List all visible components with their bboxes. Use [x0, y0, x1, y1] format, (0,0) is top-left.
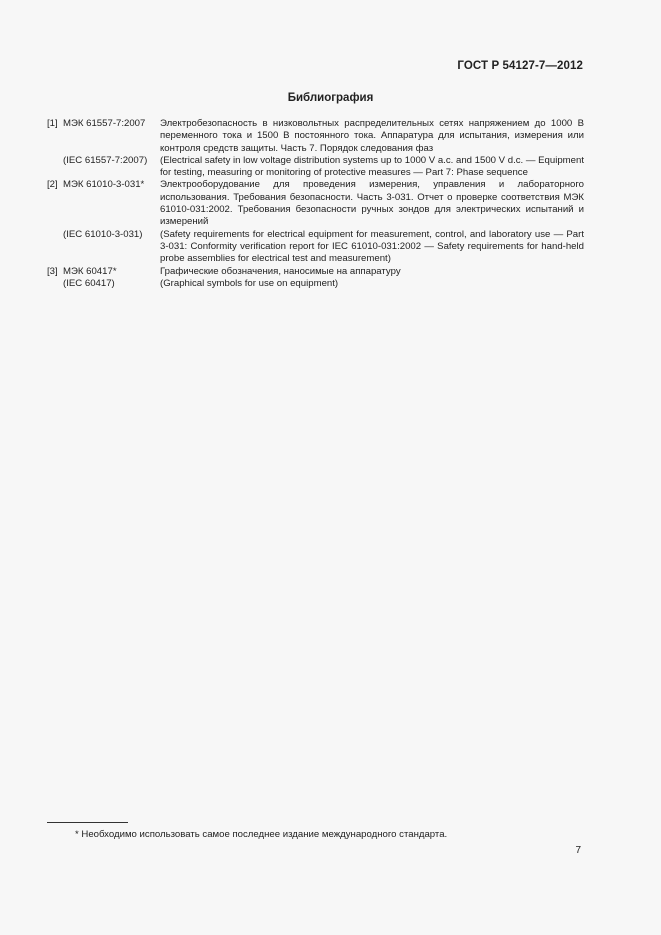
- entry-title: Электробезопасность в низковольтных распределительных сетях напряжением до 1000 В переменного тока и 1500 В постоянного тока. Аппаратура для испытания, измерения или контроля средств защиты. Часть 7. Порядок следования фаз: [160, 118, 584, 154]
- page-number: 7: [575, 845, 581, 856]
- bibliography-list: [47, 118, 584, 290]
- entry-standard: МЭК 60417*: [63, 265, 117, 277]
- section-title: Библиография: [287, 92, 374, 104]
- bibliography-entry: [47, 266, 584, 278]
- entry-standard: МЭК 61557-7:2007: [63, 118, 146, 129]
- entry-number: [3]: [47, 265, 58, 277]
- bibliography-entry: [47, 118, 584, 155]
- entry-alt-title: (Safety requirements for electrical equipment for measurement, control, and laboratory use — Part 3-031: Conformity verification report for IEC 61010-031:2002 — Safety requirements for hand-held probe assemblies for electrical test and measurement): [160, 228, 584, 265]
- entry-standard: МЭК 61010-3-031*: [63, 179, 145, 191]
- entry-reference: [47, 118, 160, 155]
- entry-reference: [47, 266, 160, 278]
- footnote-divider: [47, 822, 128, 823]
- entry-alt-standard: (IEC 61010-3-031): [63, 228, 143, 240]
- standard-header: ГОСТ Р 54127-7—2012: [457, 60, 583, 72]
- entry-alt-standard: (IEC 60417): [63, 277, 115, 289]
- entry-alt-title: (Graphical symbols for use on equipment): [160, 277, 339, 289]
- entry-alt-standard: (IEC 61557-7:2007): [63, 154, 148, 166]
- entry-title: Электрооборудование для проведения измерения, управления и лабораторного использования. Требования безопасности. Часть 3-031. Отчет о проверке соответствия МЭК 61010-031:2002. Требования безопасности ручных зондов для электрических испытаний и измерений: [160, 179, 584, 228]
- bibliography-entry-alt: [47, 229, 584, 266]
- entry-number: [2]: [47, 179, 58, 191]
- bibliography-entry: [47, 179, 584, 228]
- entry-alt-title: (Electrical safety in low voltage distribution systems up to 1000 V a.c. and 1500 V d.c. — Equipment for testing, measuring or monitoring of protective measures — Part 7: Phase sequence: [160, 154, 584, 179]
- entry-number: [1]: [47, 118, 58, 129]
- bibliography-entry-alt: [47, 155, 584, 180]
- entry-title: Графические обозначения, наносимые на аппаратуру: [160, 265, 401, 277]
- footnote: * Необходимо использовать самое последнее издание международного стандарта.: [75, 829, 448, 840]
- entry-reference: [47, 179, 160, 228]
- bibliography-entry-alt: [47, 278, 584, 290]
